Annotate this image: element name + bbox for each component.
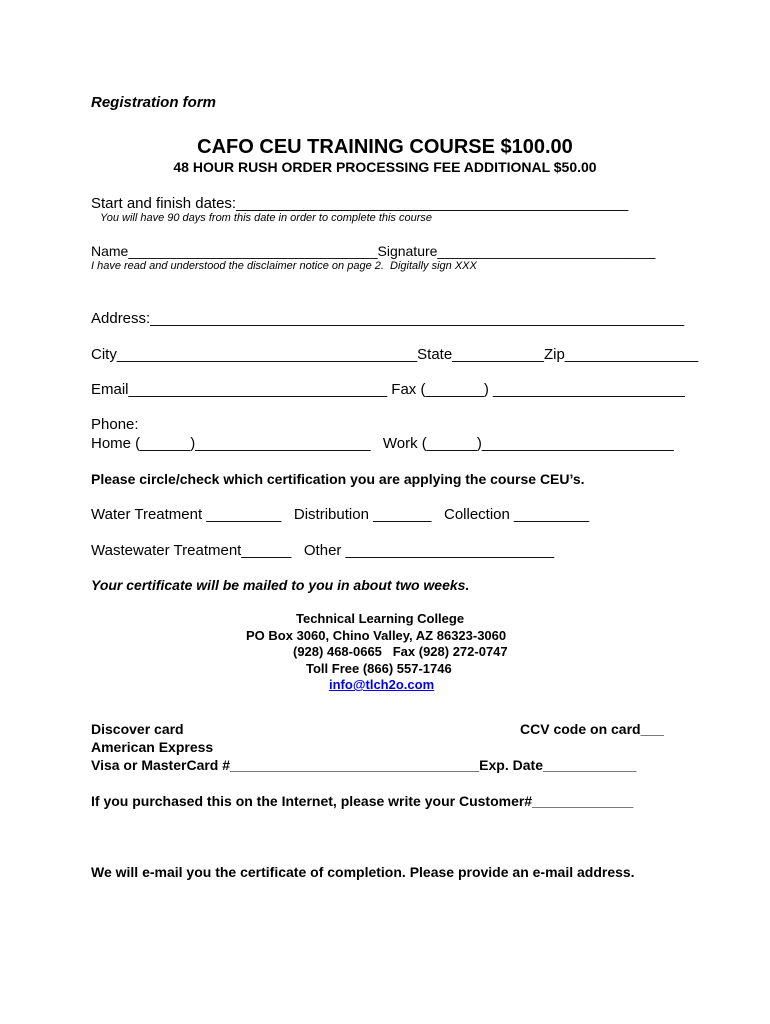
page-subtitle: 48 HOUR RUSH ORDER PROCESSING FEE ADDITIONAL $50.00 xyxy=(173,159,597,175)
email-certificate-note: We will e-mail you the certificate of completion. Please provide an e-mail address. xyxy=(91,864,635,880)
certification-prompt: Please circle/check which certification you are applying the course CEU’s. xyxy=(91,471,585,487)
mail-note: Your certificate will be mailed to you in about two weeks. xyxy=(91,577,470,593)
certification-row-1[interactable]: Water Treatment _________ Distribution _______ Collection _________ xyxy=(91,506,590,523)
form-label: Registration form xyxy=(91,94,217,111)
phone-label: Phone: xyxy=(91,416,139,433)
college-email-link[interactable]: info@tlch2o.com xyxy=(329,677,435,692)
ccv-field[interactable]: CCV code on card___ xyxy=(520,721,664,737)
amex-label: American Express xyxy=(91,739,214,755)
home-work-phone-field[interactable]: Home (______)_____________________ Work (______)_______________________ xyxy=(91,435,674,452)
discover-card-label: Discover card xyxy=(91,721,184,737)
address-field[interactable]: Address:________________________________________________________________ xyxy=(91,310,685,327)
college-tollfree: Toll Free (866) 557-1746 xyxy=(306,661,452,676)
name-signature-field[interactable]: Name________________________________Signature____________________________ xyxy=(91,243,656,259)
customer-number-field[interactable]: If you purchased this on the Internet, please write your Customer#_____________ xyxy=(91,793,634,809)
college-name: Technical Learning College xyxy=(296,611,465,626)
signature-note: I have read and understood the disclaimer notice on page 2. Digitally sign XXX xyxy=(91,260,477,272)
certification-row-2[interactable]: Wastewater Treatment______ Other _________________________ xyxy=(91,542,555,559)
email-fax-field[interactable]: Email_______________________________ Fax (_______) _______________________ xyxy=(91,381,685,398)
dates-field[interactable]: Start and finish dates:_______________________________________________ xyxy=(91,195,629,212)
college-address: PO Box 3060, Chino Valley, AZ 86323-3060 xyxy=(246,628,507,643)
card-number-exp-field[interactable]: Visa or MasterCard #________________________________Exp. Date____________ xyxy=(91,757,637,773)
city-state-zip-field[interactable]: City____________________________________State___________Zip________________ xyxy=(91,346,699,363)
college-phones: (928) 468-0665 Fax (928) 272-0747 xyxy=(293,644,508,659)
dates-note: You will have 90 days from this date in order to complete this course xyxy=(100,212,433,224)
page-title: CAFO CEU TRAINING COURSE $100.00 xyxy=(197,136,573,158)
